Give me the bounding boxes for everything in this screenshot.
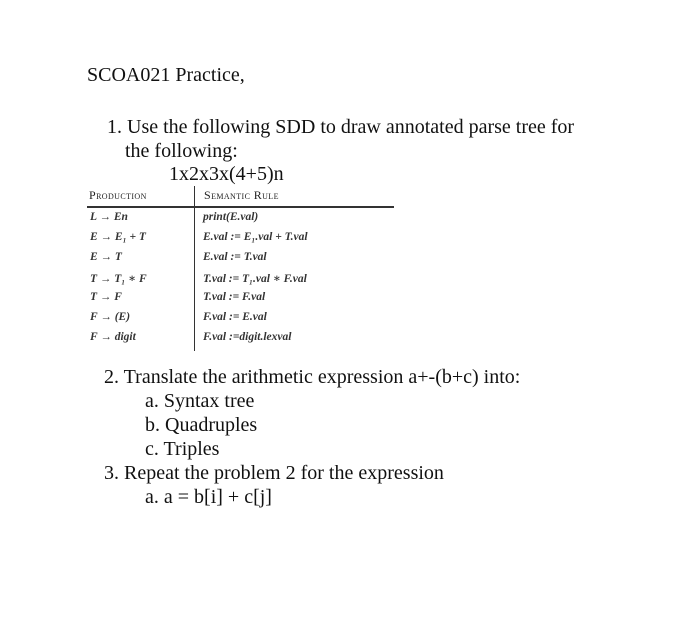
header-semantic-rule: Semantic Rule bbox=[204, 188, 279, 202]
table-row bbox=[87, 328, 397, 348]
production-cell: L → En bbox=[90, 211, 128, 223]
question-2-part-a: a. Syntax tree bbox=[145, 390, 255, 412]
question-2-part-b: b. Quadruples bbox=[145, 414, 258, 436]
semantic-cell: F.val := E.val bbox=[203, 311, 267, 323]
question-1-line-1: 1. Use the following SDD to draw annotated parse tree for bbox=[107, 116, 575, 138]
production-cell: T → F bbox=[90, 291, 122, 303]
question-3-part-a: a. a = b[i] + c[j] bbox=[145, 486, 272, 508]
semantic-cell: F.val :=digit.lexval bbox=[203, 331, 292, 343]
production-cell: F → digit bbox=[90, 331, 136, 343]
table-row bbox=[87, 288, 397, 308]
question-2: 2. Translate the arithmetic expression a+-(b+c) into: bbox=[104, 366, 521, 388]
table-row bbox=[87, 268, 397, 288]
table-row bbox=[87, 208, 397, 228]
page-title: SCOA021 Practice, bbox=[87, 64, 245, 86]
table-row bbox=[87, 228, 397, 248]
question-2-part-c: c. Triples bbox=[145, 438, 220, 460]
question-1-line-2: the following: bbox=[125, 140, 238, 162]
semantic-cell: E.val := E₁.val + T.val bbox=[203, 231, 308, 243]
semantic-cell: T.val := T₁.val ∗ F.val bbox=[203, 273, 307, 285]
semantic-cell: E.val := T.val bbox=[203, 251, 267, 263]
production-cell: E → E₁ + T bbox=[90, 231, 146, 243]
header-production: Production bbox=[89, 188, 147, 202]
semantic-cell: T.val := F.val bbox=[203, 291, 266, 303]
question-1-expression: 1x2x3x(4+5)n bbox=[169, 163, 284, 185]
question-3: 3. Repeat the problem 2 for the expression bbox=[104, 462, 444, 484]
production-cell: T → T₁ ∗ F bbox=[90, 273, 147, 285]
table-row bbox=[87, 248, 397, 268]
production-cell: E → T bbox=[90, 251, 122, 263]
table-row bbox=[87, 308, 397, 328]
production-cell: F → (E) bbox=[90, 311, 131, 323]
sdd-table bbox=[87, 186, 397, 351]
semantic-cell: print(E.val) bbox=[203, 211, 259, 223]
